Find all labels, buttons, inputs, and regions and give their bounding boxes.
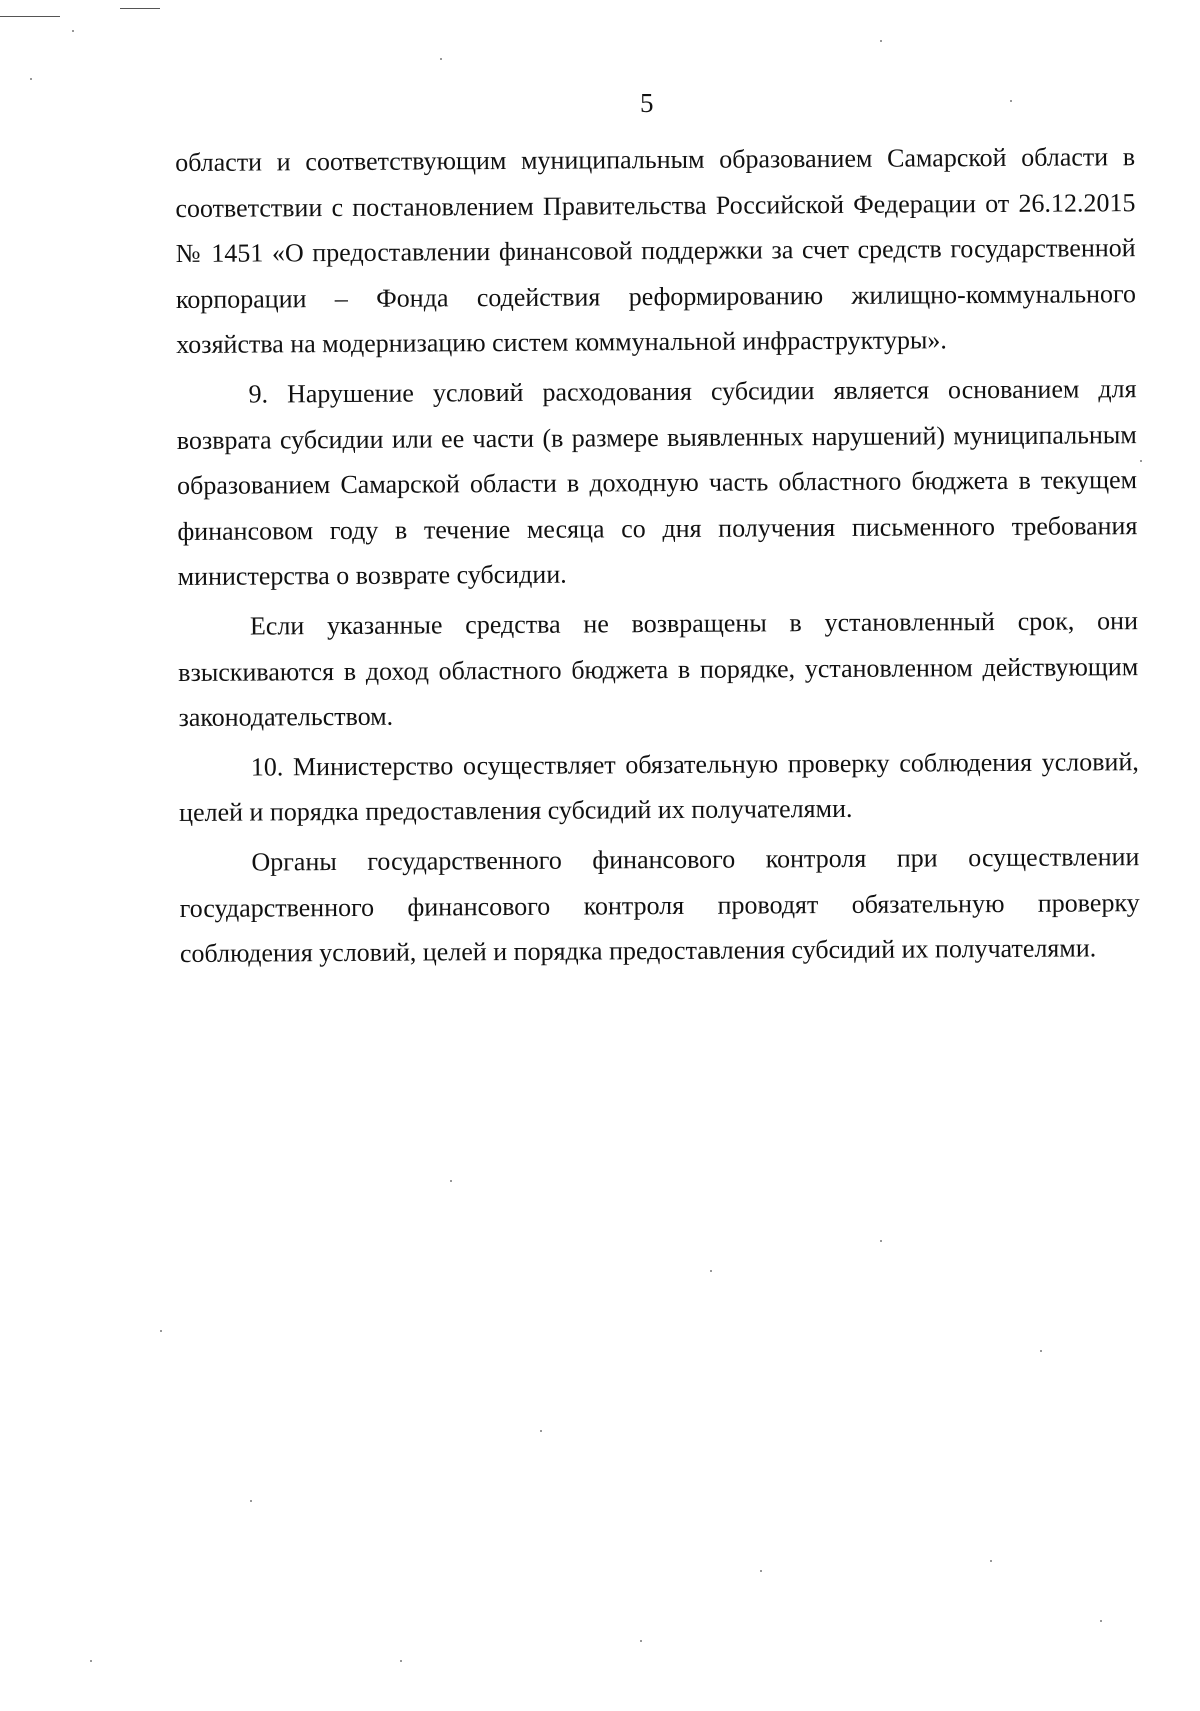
scan-speck <box>250 1500 252 1502</box>
scan-speck <box>540 1430 542 1432</box>
scan-speck <box>1010 100 1012 102</box>
scan-speck <box>760 1570 762 1572</box>
scan-speck <box>990 1560 992 1562</box>
scan-speck <box>72 30 74 32</box>
page-number: 5 <box>640 88 654 118</box>
scan-speck <box>450 1180 452 1182</box>
document-body <box>175 134 1140 977</box>
paragraph-clause-9: 9. Нарушение условий расходования субсидии является основанием для возврата субсидии или ее части (в размере выявленных нарушений) муниципальным образованием Самарской области в доходную часть областного бюджета в текущем финансовом году в течение месяца со дня получения письменного требования министерства о возврате субсидии. <box>176 374 1138 592</box>
scan-speck <box>640 1640 642 1642</box>
paragraph-clause-10-control: Органы государственного финансового контроля при осуществлении государственного финансового контроля проводят обязательную проверку соблюдения условий, целей и порядка предоставления субсидий их получателями. <box>179 842 1140 969</box>
scan-speck <box>160 1330 162 1332</box>
scan-speck <box>1040 1350 1042 1352</box>
paragraph-clause-9-recovery: Если указанные средства не возвращены в установленный срок, они взыскиваются в доход областного бюджета в порядке, установленном действующим законодательством. <box>178 606 1139 733</box>
scan-speck <box>440 58 442 60</box>
scan-speck <box>90 1660 92 1662</box>
scan-speck <box>710 1270 712 1272</box>
scan-speck <box>400 1660 402 1662</box>
paragraph-clause-10: 10. Министерство осуществляет обязательную проверку соблюдения условий, целей и порядка предоставления субсидий их получателями. <box>179 746 1139 828</box>
scan-speck <box>1140 460 1142 462</box>
scan-speck <box>30 78 32 80</box>
scan-edge-mark-left <box>0 16 60 17</box>
scan-edge-mark-right <box>120 8 160 9</box>
scan-speck <box>880 1240 882 1242</box>
scan-speck <box>1100 1620 1102 1622</box>
scan-speck <box>880 40 882 42</box>
paragraph-continuation: области и соответствующим муниципальным образованием Самарской области в соответствии с постановлением Правительства Российской Федерации от 26.12.2015 № 1451 «О предоставлении финансовой поддержки за счет средств государственной корпорации – Фонда содействия реформированию жилищно-коммунального хозяйства на модернизацию систем коммунальной инфраструктуры». <box>175 142 1137 360</box>
